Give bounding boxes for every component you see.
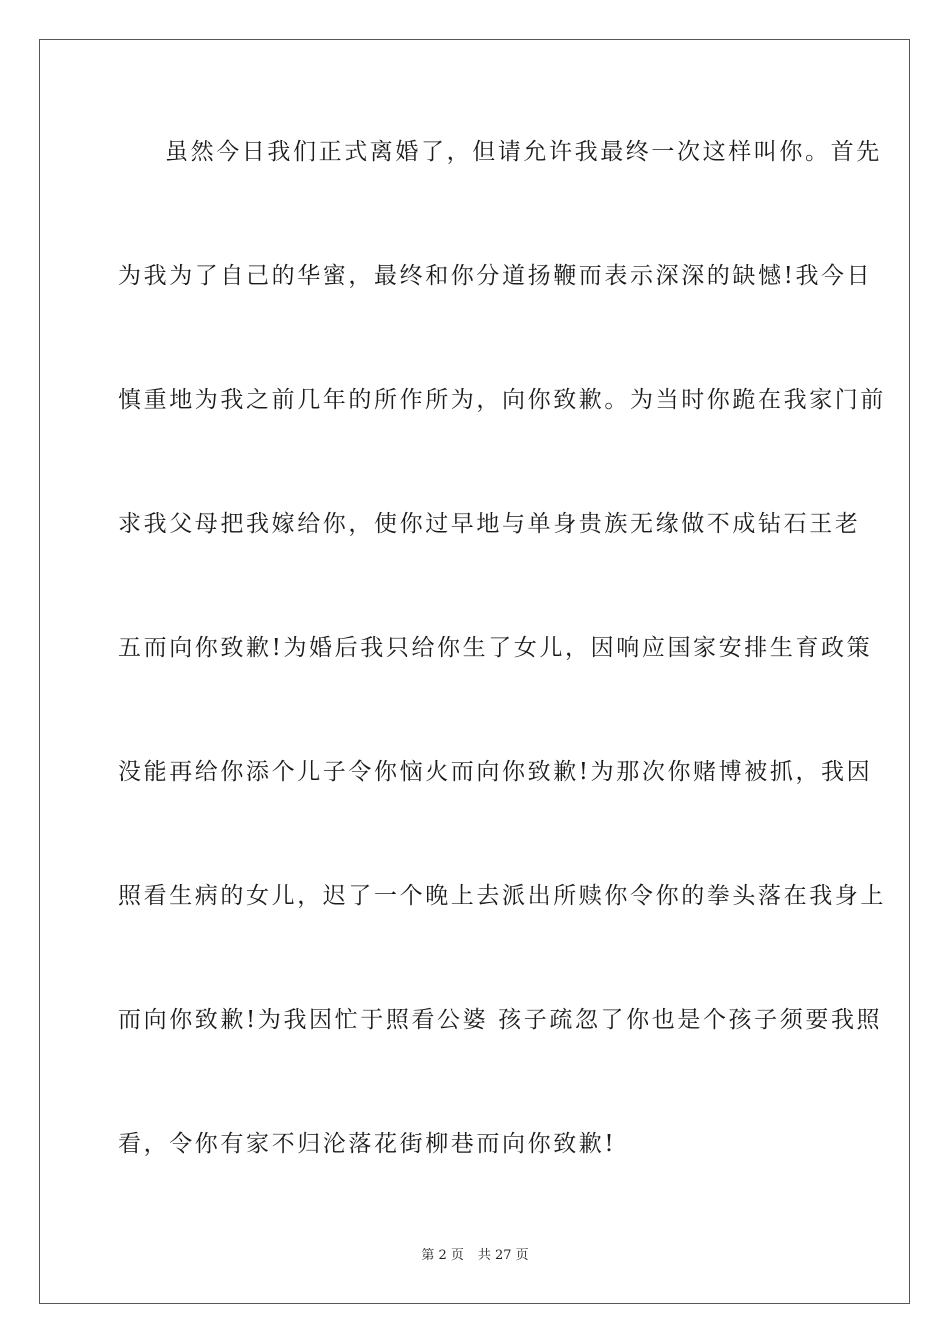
page-number: 第 2 页 [421,1248,464,1263]
paragraph-line: 慎重地为我之前几年的所作所为，向你致歉。为当时你跪在我家门前 [118,387,886,413]
page-footer [0,1247,950,1265]
paragraph-line: 求我父母把我嫁给你，使你过早地与单身贵族无缘做不成钻石王老 [118,511,861,537]
page-total: 共 27 页 [477,1248,529,1263]
page-border [39,39,910,1304]
paragraph-line: 为我为了自己的华蜜，最终和你分道扬鞭而表示深深的缺憾!我今日 [118,263,873,289]
paragraph-line: 照看生病的女儿，迟了一个晚上去派出所赎你令你的拳头落在我身上 [118,883,886,909]
paragraph-line: 没能再给你添个儿子令你恼火而向你致歉!为那次你赌博被抓，我因 [118,759,873,785]
paragraph-line: 而向你致歉!为我因忙于照看公婆 孩子疏忽了你也是个孩子须要我照 [118,1007,883,1033]
paragraph-line: 五而向你致歉!为婚后我只给你生了女儿，因响应国家安排生育政策 [118,635,873,661]
paragraph-line: 虽然今日我们正式离婚了，但请允许我最终一次这样叫你。首先 [165,139,882,165]
paragraph-line: 看，令你有家不归沦落花街柳巷而向你致歉! [118,1131,617,1157]
